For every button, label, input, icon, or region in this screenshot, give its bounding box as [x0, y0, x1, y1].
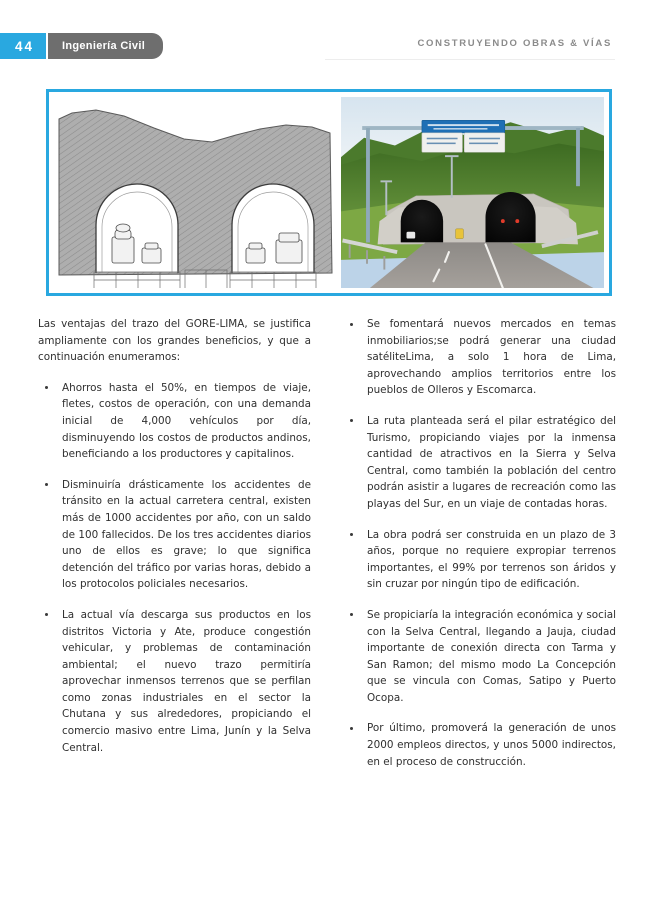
hazard-marker: [456, 229, 464, 239]
car-in-tunnel: [407, 232, 416, 239]
tunnel-portals-photograph: [341, 97, 604, 288]
list-item: [343, 316, 616, 399]
list-item-text: La actual vía descarga sus productos en los distritos Victoria y Ate, produce congestión vehicular, y problemas de contaminación ambiental; el nuevo trazo permitiría aprovechar inmensos terrenos que se perfilan como zonas industriales en el sector la Chutana y sus alrededores, propiciando el comercio masivo entre Lima, Junín y la Selva Central.: [62, 608, 311, 754]
list-item: [38, 607, 311, 756]
section-tab-label: Ingeniería Civil: [48, 33, 163, 59]
tunnel-cross-section-drawing: [54, 97, 337, 288]
list-item-text: Ahorros hasta el 50%, en tiempos de viaje, fletes, costos de operación, con una demanda inicial de 4,000 vehículos por día, disminuyendo los costos de productos andinos, beneficiando a los productores y capitalinos.: [62, 381, 311, 461]
header-divider-rule: [325, 59, 615, 60]
light-pole-center: [451, 157, 453, 198]
list-item-text: Se propiciaría la integración económica y social con la Selva Central, llegando a Jauja, ciudad importante de conexión directa con Tarma y San Ramon; del mismo modo La Concepción que se vincula con Comas, Satipo y Puerto Ocopa.: [367, 608, 616, 704]
bullet-dot-icon: [45, 613, 48, 616]
list-item: [38, 380, 311, 463]
bullet-dot-icon: [350, 613, 353, 616]
bullet-dot-icon: [350, 323, 353, 326]
tunnel-bore-right-opening: [486, 192, 536, 242]
figure-image-block: [46, 89, 612, 296]
gantry-post-left: [366, 128, 370, 242]
list-item-text: La obra podrá ser construida en un plazo de 3 años, porque no requiere expropiar terrenos importantes, el 99% por terrenos son áridos y sin cruzar por ningún tipo de edificación.: [367, 528, 616, 591]
list-item: [38, 477, 311, 593]
cross-section-svg: [54, 97, 337, 288]
list-item: [343, 527, 616, 593]
photograph-svg: [341, 97, 604, 288]
article-body: [38, 316, 616, 784]
gantry-post-right: [576, 128, 580, 186]
publication-title: CONSTRUYENDO OBRAS & VÍAS: [417, 38, 612, 49]
highway-sign-main-panel: [422, 120, 505, 133]
list-item-text: La ruta planteada será el pilar estratégico del Turismo, propiciando viajes por la inmensa cantidad de atractivos en la Sierra y Selva Central, como también la población del centro podrán asistir a lugares de recreación como las playas del Sur, en un viaje de contadas horas.: [367, 414, 616, 510]
light-pole-left: [385, 182, 387, 215]
bullet-dot-icon: [350, 419, 353, 422]
column-left: [38, 316, 311, 784]
list-item-text: Por último, promoverá la generación de unos 2000 empleos directos, y unos 5000 indirectos, en el proceso de construcción.: [367, 722, 616, 768]
list-item: [343, 607, 616, 707]
tail-light-left: [501, 219, 505, 223]
list-item: [343, 720, 616, 770]
benefit-list-left: [38, 380, 311, 756]
benefit-list-right: [343, 316, 616, 770]
bullet-dot-icon: [350, 727, 353, 730]
column-right: [343, 316, 616, 784]
lead-paragraph: Las ventajas del trazo del GORE-LIMA, se justifica ampliamente con los grandes beneficios, y que a continuación enumeramos:: [38, 318, 311, 364]
list-item-text: Disminuiría drásticamente los accidentes de tránsito en la actual carretera central, existen más de 1000 accidentes por año, con un saldo de 100 fallecidos. De los tres accidentes diarios uno de ellos es grave; lo que significa detención del tráfico por varias horas, debido a los protocolos policiales necesarios.: [62, 478, 311, 591]
bullet-dot-icon: [45, 386, 48, 389]
bullet-dot-icon: [350, 533, 353, 536]
list-item-text: Se fomentará nuevos mercados en temas inmobiliarios;se podrá generar una ciudad satéliteLima, a solo 1 hora de Lima, aprovechando amplios territorios entre los pueblos de Olleros y Escomarca.: [367, 318, 616, 397]
page-number-badge: 44: [0, 33, 46, 59]
page-header: [0, 33, 650, 59]
list-item: [343, 413, 616, 513]
bullet-dot-icon: [45, 483, 48, 486]
tail-light-right: [515, 219, 519, 223]
